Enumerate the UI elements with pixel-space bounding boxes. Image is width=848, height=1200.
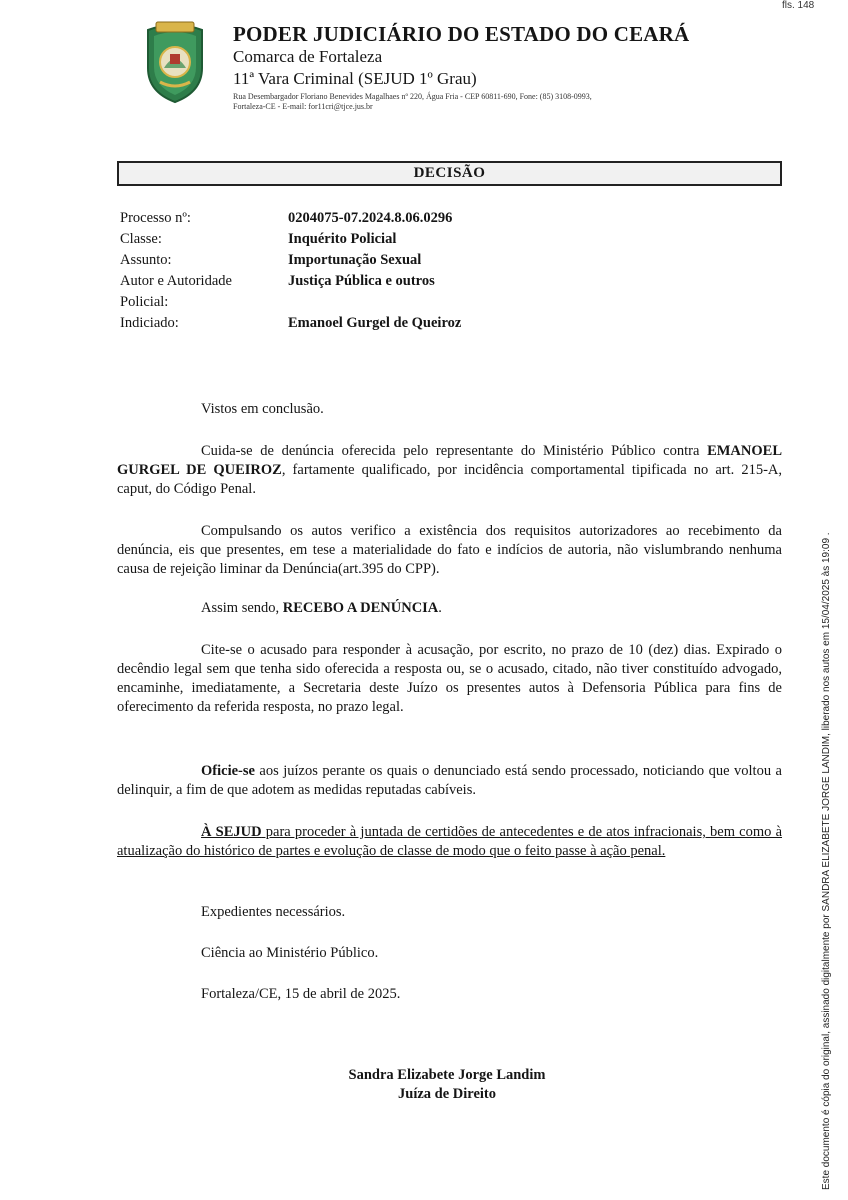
paragraph-sejud (117, 823, 782, 861)
court-name: PODER JUDICIÁRIO DO ESTADO DO CEARÁ (233, 22, 690, 46)
document-title: DECISÃO (413, 165, 486, 181)
processo-label: Processo nº: (120, 210, 191, 226)
autor-label-2: Policial: (120, 294, 169, 310)
assunto-label: Assunto: (120, 252, 172, 268)
vara-name: 11ª Vara Criminal (SEJUD 1º Grau) (233, 69, 477, 88)
address-line-1: Rua Desembargador Floriano Benevides Magalhaes nº 220, Água Fria - CEP 60811-690, Fone: (85) 3108-0993, (233, 92, 592, 101)
paragraph-vistos: Vistos em conclusão. (201, 401, 324, 417)
paragraph-denuncia (117, 442, 782, 499)
paragraph-recebo (201, 600, 442, 617)
processo-value: 0204075-07.2024.8.06.0296 (288, 210, 453, 226)
paragraph-oficie-se (117, 762, 782, 800)
assunto-value: Importunação Sexual (288, 252, 422, 268)
paragraph-ciencia: Ciência ao Ministério Público. (201, 945, 379, 961)
autor-value: Justiça Pública e outros (288, 273, 435, 289)
paragraph-expedientes: Expedientes necessários. (201, 904, 346, 920)
digital-signature-note: Este documento é cópia do original, assinado digitalmente por SANDRA ELIZABETE JORGE LANDIM, liberado nos autos em 15/04/2025 às 19:09 . (821, 532, 832, 1190)
oficie-se-bold: Oficie-se (201, 763, 255, 779)
paragraph-cite-se: Cite-se o acusado para responder à acusação, por escrito, no prazo de 10 (dez) dias. Expirado o decêndio legal sem que tenha sido oferecida a resposta ou, se o acusado, citado, não tiver constituído advogado, encaminhe, imediatamente, a Secretaria deste Juízo os presentes autos à Defensoria Pública para fins de oferecimento da referida resposta, no prazo legal. (117, 642, 782, 715)
paragraph-date: Fortaleza/CE, 15 de abril de 2025. (201, 986, 401, 1002)
address-line-2: Fortaleza-CE - E-mail: for11cri@tjce.jus.br (233, 102, 373, 111)
p7-text: para proceder à juntada de certidões de antecedentes e de atos infracionais, bem como à atualização do histórico de partes e evolução de classe de modo que o feito passe à ação penal. (117, 824, 783, 859)
paragraph-compulsando: Compulsando os autos verifico a existência dos requisitos autorizadores ao recebimento da denúncia, eis que presentes, em tese a materialidade do fato e indícios de autoria, não vislumbrando nenhuma causa de rejeição liminar da Denúncia(art.395 do CPP). (117, 523, 782, 577)
signature-name: Sandra Elizabete Jorge Landim (348, 1067, 546, 1083)
autor-label-1: Autor e Autoridade (120, 273, 232, 289)
classe-label: Classe: (120, 231, 162, 247)
p2-text-post: , fartamente qualificado, por incidência comportamental tipificada no art. 215-A, caput, do Código Penal. (117, 462, 782, 497)
signature-role: Juíza de Direito (398, 1086, 496, 1102)
indiciado-value: Emanoel Gurgel de Queiroz (288, 315, 462, 331)
classe-value: Inquérito Policial (288, 231, 397, 247)
defendant-name: EMANOEL GURGEL DE QUEIROZ (117, 443, 782, 478)
document-title-box (117, 161, 782, 186)
sejud-bold: À SEJUD (201, 824, 262, 840)
comarca-name: Comarca de Fortaleza (233, 47, 383, 66)
page-number: fls. 148 (782, 0, 815, 11)
p4-text-post: . (438, 600, 442, 616)
court-seal-icon (142, 20, 208, 104)
recebo-denuncia: RECEBO A DENÚNCIA (282, 600, 439, 616)
indiciado-label: Indiciado: (120, 315, 179, 331)
p6-text: aos juízos perante os quais o denunciado está sendo processado, noticiando que voltou a delinquir, a fim de que adotem as medidas reputadas cabíveis. (117, 763, 782, 798)
p2-text-pre: Cuida-se de denúncia oferecida pelo representante do Ministério Público contra (201, 443, 708, 459)
p4-text-pre: Assim sendo, (201, 600, 283, 616)
court-address (233, 92, 793, 112)
